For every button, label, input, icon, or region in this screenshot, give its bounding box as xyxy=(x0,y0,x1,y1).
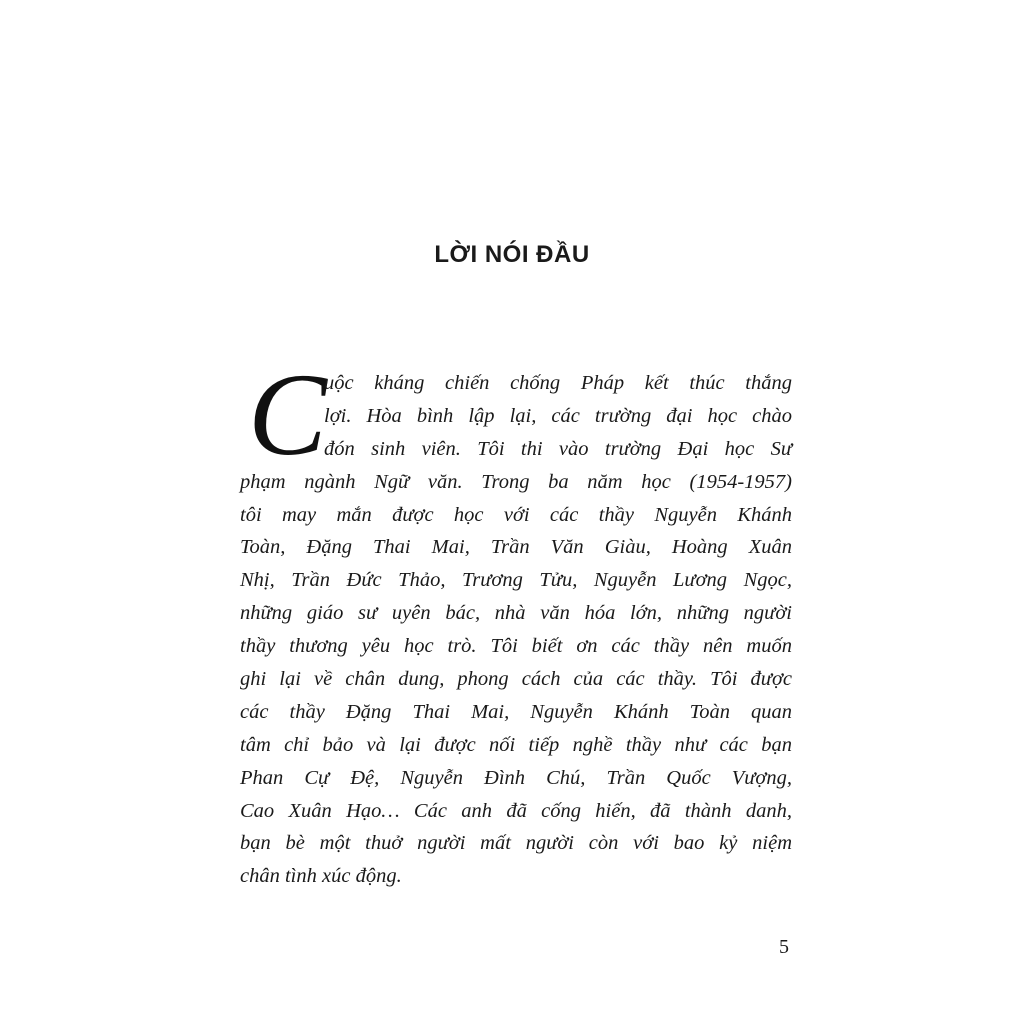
drop-cap-letter: C xyxy=(248,349,327,480)
paragraph-line: lợi. Hòa bình lập lại, các trường đại học chào xyxy=(324,404,792,427)
paragraph-line: đón sinh viên. Tôi thi vào trường Đại học Sư xyxy=(324,437,792,460)
paragraph-line: những giáo sư uyên bác, nhà văn hóa lớn, những người xyxy=(240,602,792,625)
paragraph-line: Toàn, Đặng Thai Mai, Trần Văn Giàu, Hoàng Xuân xyxy=(240,536,792,559)
paragraph-line: thầy thương yêu học trò. Tôi biết ơn các thầy nên muốn xyxy=(240,635,792,658)
page-title: LỜI NÓI ĐẦU xyxy=(434,241,590,268)
paragraph-line: uộc kháng chiến chống Pháp kết thúc thắng xyxy=(324,372,792,394)
paragraph-line: các thầy Đặng Thai Mai, Nguyễn Khánh Toàn quan xyxy=(240,700,792,723)
paragraph-line: bạn bè một thuở người mất người còn với bao kỷ niệm xyxy=(240,832,792,855)
paragraph-line: tâm chỉ bảo và lại được nối tiếp nghề thầy như các bạn xyxy=(240,733,792,756)
paragraph-line: Phan Cự Đệ, Nguyễn Đình Chú, Trần Quốc Vượng, xyxy=(240,766,792,789)
page-number: 5 xyxy=(779,936,789,958)
paragraph-line: chân tình xúc động. xyxy=(240,865,402,888)
paragraph-line: Nhị, Trần Đức Thảo, Trương Tửu, Nguyễn Lương Ngọc, xyxy=(240,569,792,592)
paragraph-line: phạm ngành Ngữ văn. Trong ba năm học (1954-1957) xyxy=(240,470,792,493)
preface-paragraph xyxy=(240,367,792,893)
paragraph-line: ghi lại về chân dung, phong cách của các thầy. Tôi được xyxy=(240,668,792,691)
paragraph-line: Cao Xuân Hạo… Các anh đã cống hiến, đã thành danh, xyxy=(240,799,792,822)
paragraph-line: tôi may mắn được học với các thầy Nguyễn Khánh xyxy=(240,503,792,526)
